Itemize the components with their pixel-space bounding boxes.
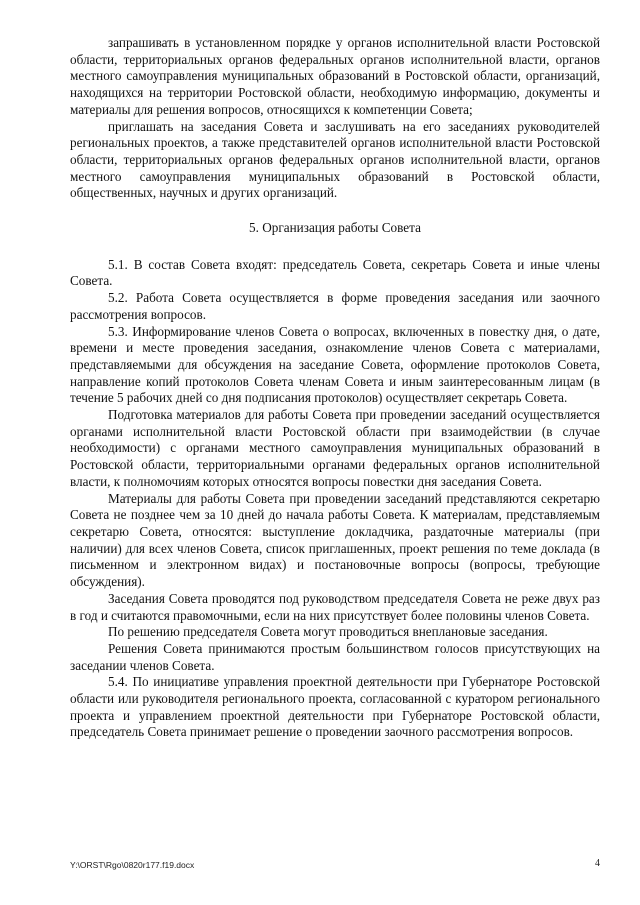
paragraph-preparation: Подготовка материалов для работы Совета при проведении заседаний осуществляется органами исполнительной власти Ростовской области при взаимодействии (в случае необходимости) с органами местного самоуправления муниципальных образований в Ростовской области, территориальными органами федеральных органов исполнительной власти, к полномочиям которых относятся вопросы повестки дня заседания Совета. bbox=[70, 407, 600, 489]
paragraph-5-1: 5.1. В состав Совета входят: председатель Совета, секретарь Совета и иные члены Совета. bbox=[70, 256, 600, 289]
paragraph-unscheduled: По решению председателя Совета могут проводиться внеплановые заседания. bbox=[108, 624, 548, 640]
section-heading: 5. Организация работы Совета bbox=[249, 220, 421, 236]
paragraph-invite: приглашать на заседания Совета и заслушивать на его заседаниях руководителей региональных проектов, а также представителей органов исполнительной власти Ростовской области, территориальных органов федеральных органов исполнительной власти, органов местного самоуправления муниципальных образований в Ростовской области, общественных, научных и других организаций. bbox=[70, 118, 600, 201]
footer-file-path: Y:\ORST\Rgo\0820r177.f19.docx bbox=[70, 860, 195, 870]
document-page bbox=[70, 35, 600, 741]
paragraph-meetings: Заседания Совета проводятся под руководством председателя Совета не реже двух раз в год и считаются правомочными, если на них присутствует более половины членов Совета. bbox=[70, 590, 600, 623]
paragraph-5-3: 5.3. Информирование членов Совета о вопросах, включенных в повестку дня, о дате, времени и месте проведения заседания, ознакомление членов Совета с материалами, представляемыми для обсуждения на заседание Совета, оформление протоколов Совета, направление копий протоколов Совета членам Совета и иным заинтересованным лицам (в течение 5 рабочих дней со дня подписания протоколов) осуществляет секретарь Совета. bbox=[70, 323, 600, 406]
paragraph-5-2: 5.2. Работа Совета осуществляется в форме проведения заседания или заочного рассмотрения вопросов. bbox=[70, 290, 600, 322]
paragraph-5-4: 5.4. По инициативе управления проектной деятельности при Губернаторе Ростовской области или руководителя регионального проекта, согласованной с куратором регионального проекта и управлением проектной деятельности при Губернаторе Ростовской области, председатель Совета принимает решение о проведении заочного рассмотрения вопросов. bbox=[70, 674, 600, 740]
paragraph-decisions: Решения Совета принимаются простым большинством голосов присутствующих на заседании членов Совета. bbox=[70, 640, 600, 673]
paragraph-materials: Материалы для работы Совета при проведении заседаний представляются секретарю Совета не позднее чем за 10 дней до начала работы Совета. К материалам, представляемым секретарю Совета, относятся: выступление докладчика, раздаточные материалы (при наличии) для всех членов Совета, список приглашенных, проект решения по теме доклада (в письменном и электронном видах) и постановочные вопросы (вопросы, требующие обсуждения). bbox=[70, 490, 600, 590]
paragraph-request-info: запрашивать в установленном порядке у органов исполнительной власти Ростовской области, территориальных органов федеральных органов исполнительной власти, органов местного самоуправления муниципальных образований в Ростовской области, организаций, находящихся на территории Ростовской области, необходимую информацию, документы и материалы для решения вопросов, относящихся к компетенции Совета; bbox=[70, 35, 600, 117]
page-number: 4 bbox=[595, 858, 600, 869]
